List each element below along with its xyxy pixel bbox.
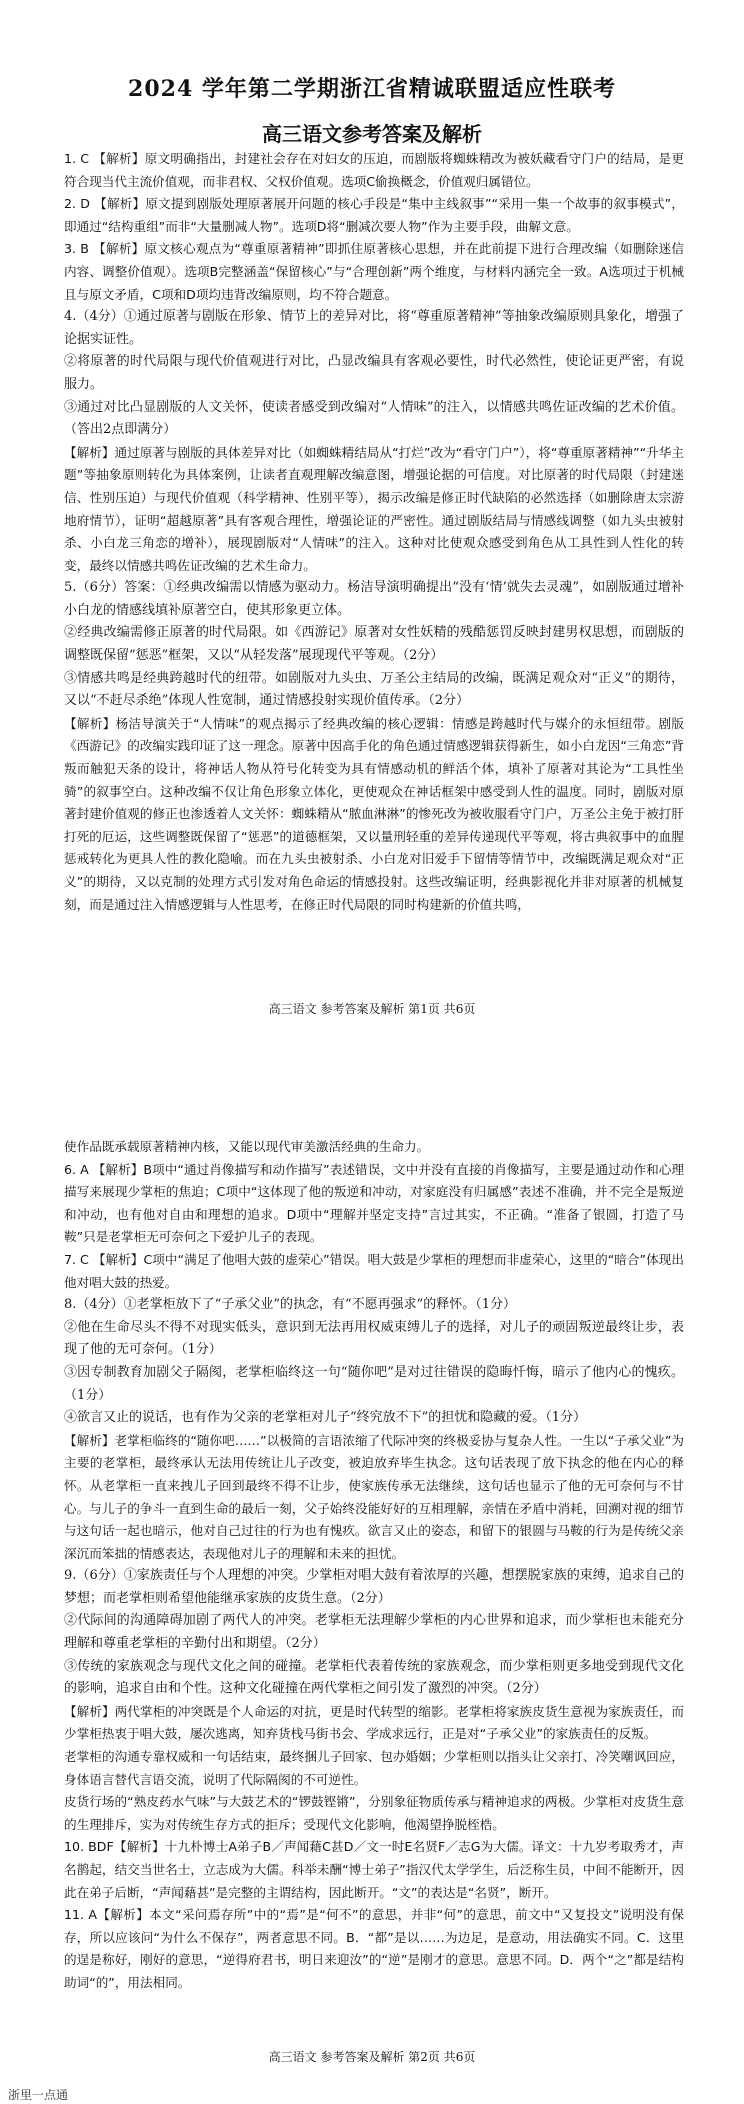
answer-paragraph: ③通过对比凸显剧版的人文关怀，使读者感受到改编对“人情味”的注入，以情感共鸣佐证改编的艺术价值。（答出2点即满分） [64,399,684,438]
answer-page-2 [0,1040,744,2104]
source-watermark: 浙里一点通 [8,2088,69,2102]
answer-paragraph: ②经典改编需修正原著的时代局限。如《西游记》原著对女性妖精的残酷惩罚反映封建男权思想，而剧版的调整既保留“惩恶”框架，又以“从轻发落”展现现代平等观。（2分） [64,625,684,664]
page1-content [64,148,684,916]
analysis-paragraph: 【解析】两代掌柜的冲突既是个人命运的对抗，更是时代转型的缩影。老掌柜将家族皮货生意视为家族责任，而少掌柜热衷于唱大鼓，屡次逃离，知弃货栈马街书会、学成求远行，正是对“子承父业”的家族责任的反叛。 [64,1703,684,1742]
answer-paragraph: 4.（4分）①通过原著与剧版在形象、情节上的差异对比，将“尊重原著精神”等抽象改编原则具象化，增强了论据实证性。 [64,309,684,347]
analysis-paragraph: 7. C 【解析】C项中“满足了他唱大鼓的虚荣心”错误。唱大鼓是少掌柜的理想而非虚荣心，这里的“暗合”体现出他对唱大鼓的热爱。 [64,1251,684,1290]
answer-paragraph: ③因专制教育加剧父子隔阂，老掌柜临终这一句“随你吧”是对过往错误的隐晦忏悔，暗示了他内心的愧疚。（1分） [64,1364,684,1403]
answer-paragraph: 9.（6分）①家族责任与个人理想的冲突。少掌柜对唱大鼓有着浓厚的兴趣，想摆脱家族的束缚，追求自己的梦想；而老掌柜则希望他能继承家族的皮货生意。（2分） [64,1568,684,1606]
analysis-paragraph: 3. B 【解析】原文核心观点为“尊重原著精神”即抓住原著核心思想，并在此前提下进行合理改编（如删除迷信内容、调整价值观）。选项B完整涵盖“保留核心”与“合理创新”两个维度，与材料内涵完全一致。A选项过于机械且与原文矛盾，C项和D项均违背改编原则，均不符合题意。 [64,241,684,302]
answer-page-1 [0,0,744,1040]
analysis-paragraph: 【解析】通过原著与剧版的具体差异对比（如蜘蛛精结局从“打烂”改为“看守门户”），将“尊重原著精神”“升华主题”等抽象原则转化为具体案例，让读者直观理解改编意图，增强论据的可信度。对比原著的时代局限（封建迷信、性别压迫）与现代价值观（科学精神、性别平等），揭示改编是修正时代缺陷的必然选择（如删除唐太宗游地府情节），证明“超越原著”具有客观合理性，增强论证的严密性。通过剧版结局与情感线调整（如九头虫被射杀、小白龙三角恋的增补），展现剧版对“人情味”的注入。这种对比使观众感受到角色从工具性到人性化的转变，最终以情感共鸣佐证改编的艺术生命力。 [64,444,684,573]
analysis-paragraph: 使作品既承载原著精神内核，又能以现代审美激活经典的生命力。 [64,1139,430,1154]
analysis-paragraph: 2. D 【解析】原文提到剧版处理原著展开问题的核心手段是“集中主线叙事”“采用一集一个故事的叙事模式”，即通过“结构重组”而非“大量删减人物”。选项D将“删减次要人物”作为主要手段，曲解文意。 [64,196,684,234]
answer-paragraph: ③情感共鸣是经典跨越时代的纽带。如剧版对九头虫、万圣公主结局的改编，既满足观众对“正义”的期待，又以“不赶尽杀绝”体现人性宽制，通过情感投射实现价值传承。（2分） [64,670,684,709]
page2-content [64,1136,684,1995]
page2-footer: 高三语文 参考答案及解析 第2页 共6页 [268,2050,476,2064]
exam-title: 2024 学年第二学期浙江省精诚联盟适应性联考 [128,76,616,102]
analysis-paragraph: 6. A 【解析】B项中“通过肖像描写和动作描写”表述错误，文中并没有直接的肖像描写，主要是通过动作和心理描写来展现少掌柜的焦迫；C项中“这体现了他的叛逆和冲动，对家庭没有归属感”表述不准确，并不完全是叛逆和冲动，也有他对自由和理想的追求。D项中“理解并坚定支持”言过其实，不正确。“准备了银圆，打造了马鞍”只是老掌柜无可奈何之下爱护儿子的表现。 [64,1161,684,1245]
answer-paragraph: ②将原著的时代局限与现代价值观进行对比，凸显改编具有客观必要性，时代必然性，使论证更严密，有说服力。 [64,354,684,392]
page1-footer: 高三语文 参考答案及解析 第1页 共6页 [268,1002,476,1016]
analysis-paragraph: 10. BDF【解析】十九朴博士A弟子B／声闻藉C甚D／文一时E名贤F／志G为大儒。译文：十九岁考取秀才，声名鹊起，结交当世名士，立志成为大儒。科举未酬“博士弟子”指汉代太学学生，后泛称生员，中间不能断开，因此在弟子后断，“声闻藉甚”是完整的主谓结构，因此断开。“文”的表达是“名贤”，断开。 [64,1839,684,1900]
answer-paragraph: 5.（6分）答案：①经典改编需以情感为驱动力。杨洁导演明确提出“没有‘情’就失去灵魂”，如剧版通过增补小白龙的情感线填补原著空白，使其形象更立体。 [64,580,684,618]
answer-paragraph: ④欲言又止的说话，也有作为父亲的老掌柜对儿子“终究放不下”的担忧和隐藏的爱。（1分） [64,1410,587,1426]
analysis-paragraph: 老掌柜的沟通专靠权威和一句话结束，最终捆儿子回家、包办婚姻；少掌柜则以指头让父亲打、冷笑嘲讽回应，身体语言替代言语交流，说明了代际隔阂的不可逆性。 [64,1749,684,1787]
analysis-paragraph: 11. A【解析】本文“采问焉存所”中的“焉”是“何不”的意思，并非“何”的意思，前文中“又复投文”说明没有保存，所以应该问“为什么不保存”，两者意思不同。B．“都”是以……为边足，是意动，用法确实不同。C．这里的逞是称好，刚好的意思，“逆得府君书，明日来迎汝”的“逆”是刚才的意思。意思不同。D．两个“之”都是结构助词“的”，用法相同。 [64,1907,684,1990]
analysis-paragraph: 皮货行场的“熟皮药水气味”与大鼓艺术的“锣鼓铿锵”，分别象征物质传承与精神追求的两极。少掌柜对皮货生意的生理排斥，实为对传统生存方式的拒斥；受现代文化影响，他渴望挣脱桎梏。 [64,1794,684,1832]
analysis-paragraph: 1. C 【解析】原文明确指出，封建社会存在对妇女的压迫，而剧版将蜘蛛精改为被妖藏看守门户的结局，是更符合现当代主流价值观，而非君权、父权价值观。选项C偷换概念，价值观归属错位。 [64,151,684,189]
answer-paragraph: 8.（4分）①老掌柜放下了“子承父业”的执念，有“不愿再强求”的释怀。（1分） [64,1297,517,1313]
answer-paragraph: ②代际间的沟通障碍加剧了两代人的冲突。老掌柜无法理解少掌柜的内心世界和追求，而少掌柜也未能充分理解和尊重老掌柜的辛勤付出和期望。（2分） [64,1613,684,1652]
answer-subtitle: 高三语文参考答案及解析 [262,122,482,146]
answer-paragraph: ③传统的家族观念与现代文化之间的碰撞。老掌柜代表着传统的家族观念，而少掌柜则更多地受到现代文化的影响，追求自由和个性。这种文化碰撞在两代掌柜之间引发了激烈的冲突。（2分） [64,1658,684,1697]
answer-paragraph: ②他在生命尽头不得不对现实低头，意识到无法再用权威束缚儿子的选择，对儿子的顽固叛逆最终让步，表现了他的无可奈何。（1分） [64,1319,684,1358]
analysis-paragraph: 【解析】杨洁导演关于“人情味”的观点揭示了经典改编的核心逻辑：情感是跨越时代与媒介的永恒纽带。剧版《西游记》的改编实践印证了这一理念。原著中因高手化的角色通过情感逻辑获得新生，如小白龙因“三角恋”背叛而触犯天条的设计，将神话人物从符号化转变为具有情感动机的鲜活个体，填补了原著对其论为“工具性坐骑”的叙事空白。这种改编不仅让角色形象立体化，更使观众在神话框架中感受到人性的温度。同时，剧版对原著封建价值观的修正也渗透着人文关怀：蜘蛛精从“脓血淋淋”的惨死改为被收服看守门户，万圣公主免于被打肝打死的厄运，这些调整既保留了“惩恶”的道德框架，又以量刑轻重的差异传递现代平等观，将古典叙事中的血腥惩戒转化为更具人性的教化隐喻。而在九头虫被射杀、小白龙对旧爱手下留情等情节中，改编既满足观众对“正义”的期待，又以克制的处理方式引发对角色命运的情感投射。这些改编证明，经典影视化并非对原著的机械复刻，而是通过注入情感逻辑与人性思考，在修正时代局限的同时构建新的价值共鸣， [64,715,684,912]
analysis-paragraph: 【解析】老掌柜临终的“随你吧……”以极简的言语浓缩了代际冲突的终极妥协与复杂人性。一生以“子承父业”为主要的老掌柜，最终承认无法用传统让儿子改变，被迫放弃毕生执念。这句话表现了放下执念的他在内心的释怀。从老掌柜一直来拽儿子回到最终不得不让步，使家族传承无法继续，这句话也显示了他的无可奈何与不甘心。与儿子的争斗一直到生命的最后一刻，父子始终没能好好的互相理解，亲情在矛盾中消耗，回溯对视的细节与这句话一起也暗示，他对自己过往的行为也有愧疚。欲言又止的姿态，和留下的银圆与马鞍的行为是传统父亲深沉而笨拙的情感表达，表现他对儿子的理解和未来的担忧。 [64,1432,684,1561]
